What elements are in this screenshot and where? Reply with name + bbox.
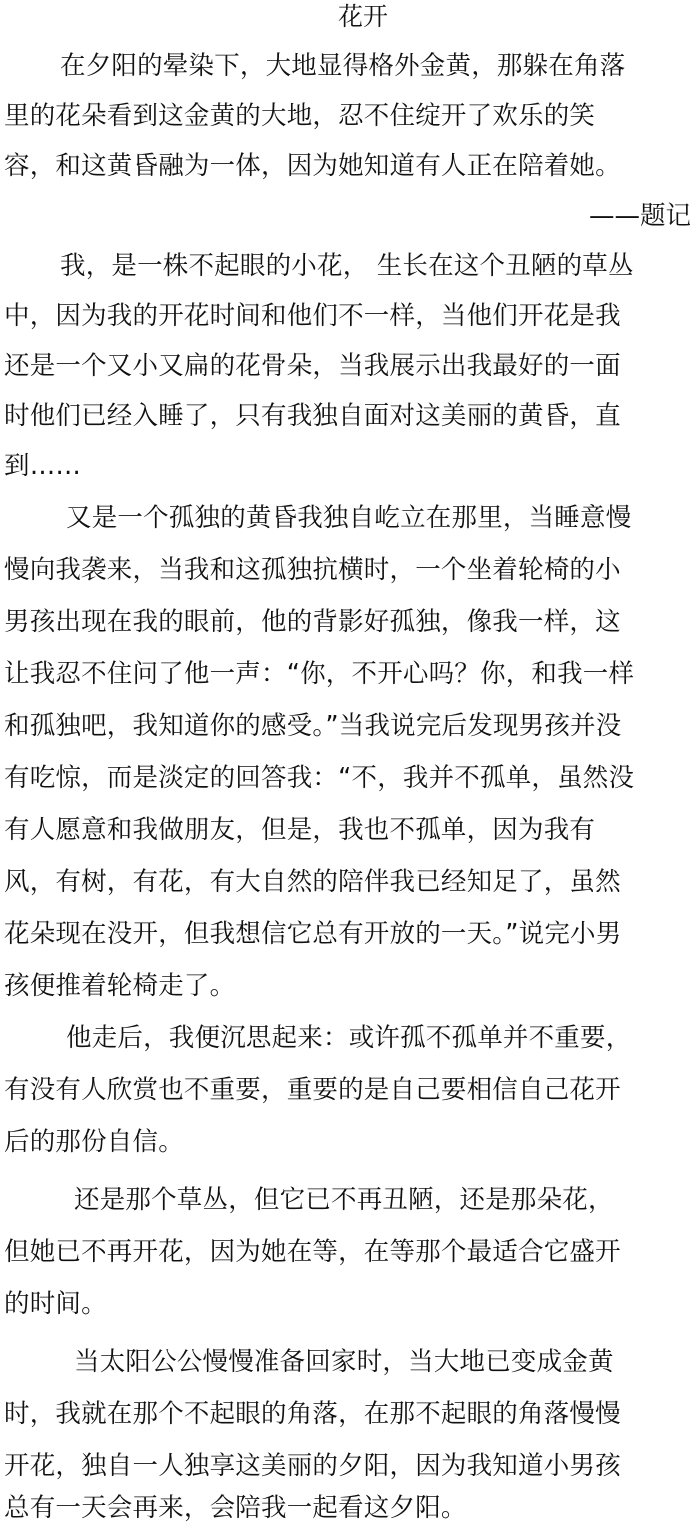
body-line: 当太阳公公慢慢准备回家时，当大地已变成金黄 (74, 1347, 614, 1377)
body-line: 孩便推着轮椅走了。 (4, 971, 236, 1001)
body-line: 到…… (4, 451, 82, 481)
body-line: 风，有树，有花，有大自然的陪伴我已经知足了，虽然 (4, 867, 621, 897)
body-line: 有人愿意和我做朋友，但是，我也不孤单，因为我有 (4, 815, 596, 845)
body-line: 又是一个孤独的黄昏我独自屹立在那里，当睡意慢 (66, 503, 632, 533)
body-line: 开花，独自一人独享这美丽的夕阳，因为我知道小男孩 (4, 1451, 621, 1481)
body-line: 有没有人欣赏也不重要，重要的是自己要相信自己花开 (4, 1075, 621, 1105)
body-line: 有吃惊，而是淡定的回答我：“不，我并不孤单，虽然没 (4, 763, 635, 793)
essay-title: 花开 (337, 2, 388, 31)
body-line: 但她已不再开花，因为她在等，在等那个最适合它盛开 (4, 1237, 621, 1267)
body-line: 还是一个又小又扁的花骨朵，当我展示出我最好的一面 (4, 351, 621, 381)
intro-line: 里的花朵看到这金黄的大地，忍不住绽开了欢乐的笑 (4, 101, 596, 131)
intro-line: 容，和这黄昏融为一体，因为她知道有人正在陪着她。 (4, 151, 621, 181)
body-line: 和孤独吧，我知道你的感受。”当我说完后发现男孩并没 (4, 711, 622, 741)
body-line: 慢向我袭来，当我和这孤独抗横时，一个坐着轮椅的小 (4, 555, 621, 585)
body-line: 的时间。 (4, 1289, 107, 1319)
body-line: 总有一天会再来，会陪我一起看这夕阳。 (4, 1493, 467, 1523)
body-line: 后的那份自信。 (4, 1127, 184, 1157)
body-line: 让我忍不住问了他一声：“你，不开心吗？你，和我一样 (4, 659, 635, 689)
inscription-signature: ——题记 (588, 201, 691, 231)
body-line: 时，我就在那个不起眼的角落，在那不起眼的角落慢慢 (4, 1399, 621, 1429)
body-line: 花朵现在没开，但我想信它总有开放的一天。”说完小男 (4, 919, 622, 949)
body-line: 中，因为我的开花时间和他们不一样，当他们开花是我 (4, 301, 621, 331)
body-line: 时他们已经入睡了，只有我独自面对这美丽的黄昏，直 (4, 401, 621, 431)
body-line: 我，是一株不起眼的小花， 生长在这个丑陋的草丛 (60, 251, 634, 281)
body-line: 他走后，我便沉思起来：或许孤不孤单并不重要， (66, 1023, 632, 1053)
intro-line: 在夕阳的晕染下，大地显得格外金黄，那躲在角落 (60, 51, 626, 81)
body-line: 还是那个草丛，但它已不再丑陋，还是那朵花， (74, 1185, 614, 1215)
body-line: 男孩出现在我的眼前，他的背影好孤独，像我一样，这 (4, 607, 621, 637)
